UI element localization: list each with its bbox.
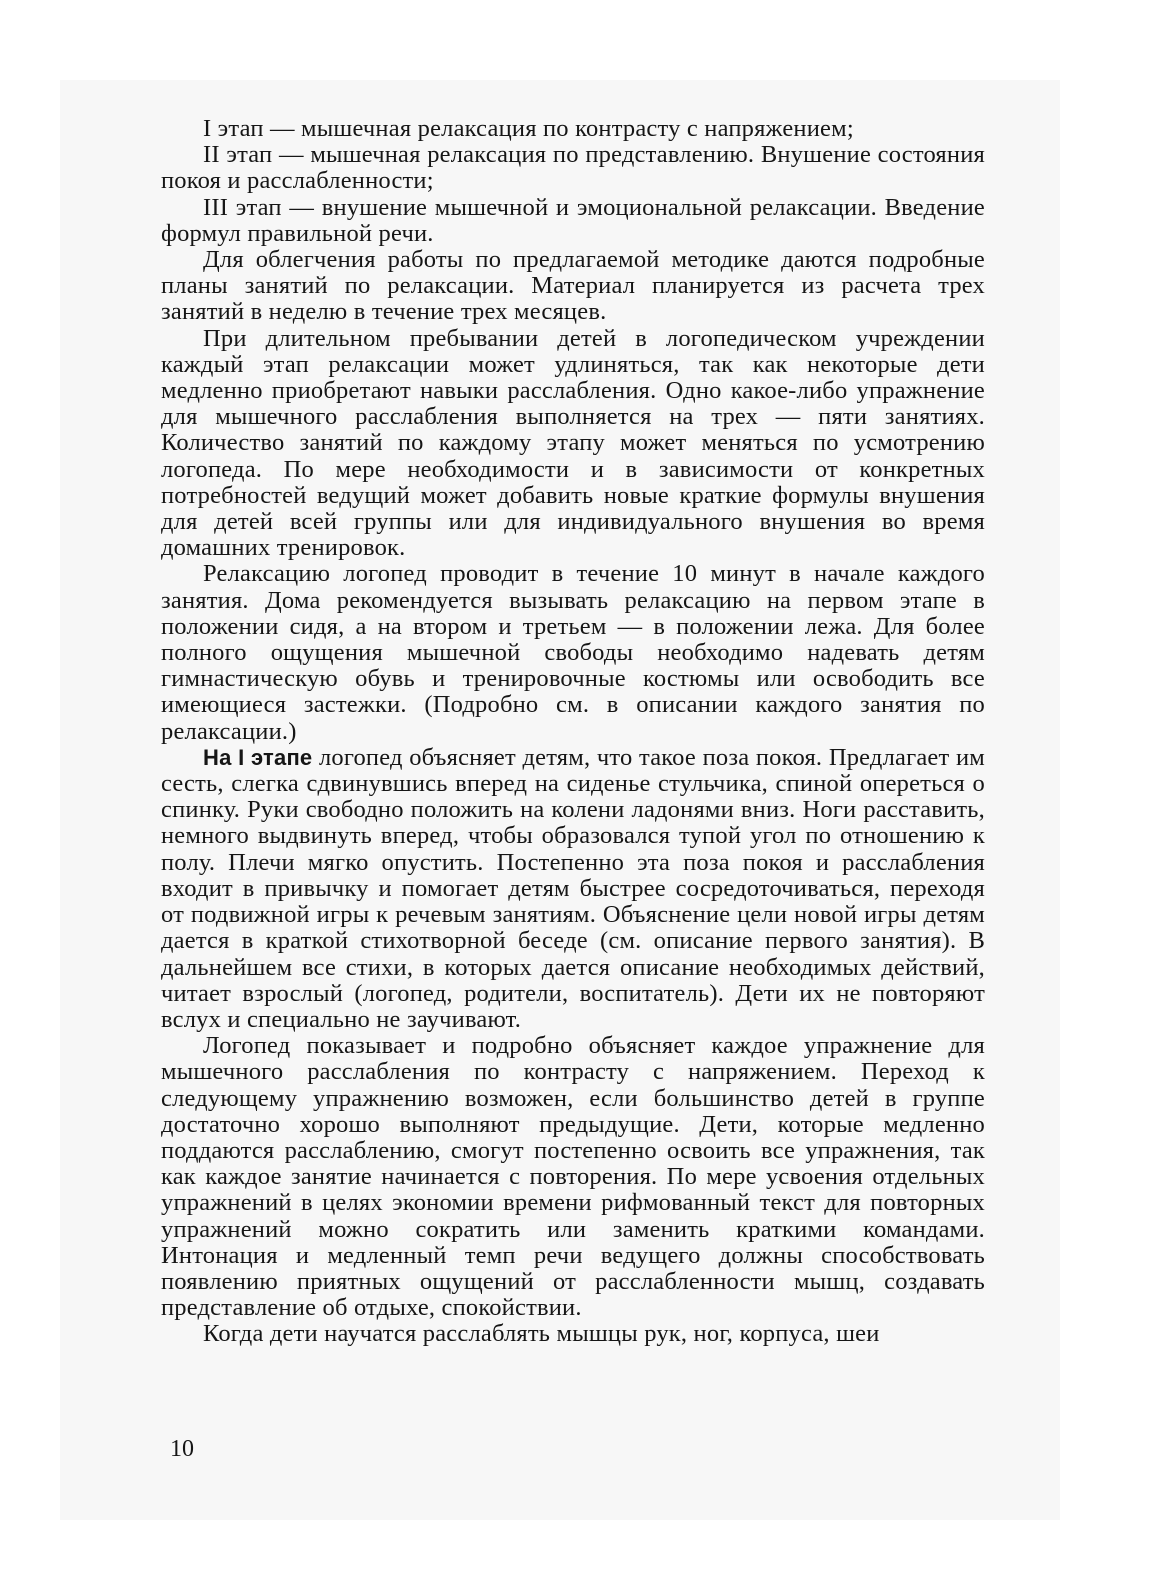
page-number: 10 — [170, 1436, 194, 1462]
paragraph-continuation: Когда дети научатся расслаблять мышцы рук, ног, корпуса, шеи — [203, 1320, 880, 1348]
paragraph-plans: Для облегчения работы по предлагаемой методике даются подробные планы занятий по релаксации. Материал планируется из расчета трех занятий в неделю в течение трех месяцев. — [161, 246, 985, 326]
paragraph-exercises: Логопед показывает и подробно объясняет каждое упражнение для мышечного расслабления по контрасту с напряжением. Переход к следующему упражнению возможен, если большинство детей в группе достаточно хорошо выполняют предыдущие. Дети, которые медленно поддаются расслаблению, смогут постепенно освоить все упражнения, так как каждое занятие начинается с повторения. По мере усвоения отдельных упражнений в целях экономии времени рифмованный текст для повторных упражнений можно сократить или заменить краткими командами. Интонация и медленный темп речи ведущего должны способствовать появлению приятных ощущений от расслабленности мышц, создавать представление об отдыхе, спокойствии. — [161, 1032, 985, 1322]
paragraph-duration: При длительном пребывании детей в логопедическом учреждении каждый этап релаксации может удлиняться, так как некоторые дети медленно приобретают навыки расслабления. Одно какое-либо упражнение для мышечного расслабления выполняется на трех — пяти занятиях. Количество занятий по каждому этапу может меняться по усмотрению логопеда. По мере необходимости и в зависимости от конкретных потребностей ведущий может добавить новые краткие формулы внушения для детей всей группы или для индивидуального внушения во время домашних тренировок. — [161, 324, 985, 562]
stage-one-text: логопед объясняет детям, что такое поза покоя. Предлагает им сесть, слегка сдвинувшись вперед на сиденье стульчика, спиной опереться о спинку. Руки свободно положить на колени ладонями вниз. Ноги расставить, немного выдвинуть вперед, чтобы образовался тупой угол по отношению к полу. Плечи мягко опустить. Постепенно эта поза покоя и расслабления входит в привычку и помогает детям быстрее сосредоточиваться, переходя от подвижной игры к речевым занятиям. Объяснение цели новой игры детям дается в краткой стихотворной беседе (см. описание первого занятия). В дальнейшем все стихи, в которых дается описание необходимых действий, читает взрослый (логопед, родители, воспитатель). Дети их не повторяют вслух и специально не заучивают. — [161, 743, 986, 1033]
stage-one-heading: На I этапе — [203, 744, 313, 770]
body-text — [161, 116, 985, 1348]
stage-1-line: I этап — мышечная релаксация по контрасту с напряжением; — [203, 115, 854, 142]
stage-3-line: III этап — внушение мышечной и эмоциональной релаксации. Введение формул правильной речи. — [161, 193, 985, 247]
paragraph-relaxation-time: Релаксацию логопед проводит в течение 10 минут в начале каждого занятия. Дома рекомендуется вызывать релаксацию на первом этапе в положении сидя, а на втором и третьем — в положении лежа. Для более полного ощущения мышечной свободы необходимо надевать детям гимнастическую обувь и тренировочные костюмы или освободить все имеющиеся застежки. (Подробно см. в описании каждого занятия по релаксации.) — [161, 560, 985, 745]
stage-2-line: II этап — мышечная релаксация по представлению. Внушение состояния покоя и расслабленности; — [161, 141, 985, 195]
paragraph-stage-one — [161, 745, 985, 1033]
